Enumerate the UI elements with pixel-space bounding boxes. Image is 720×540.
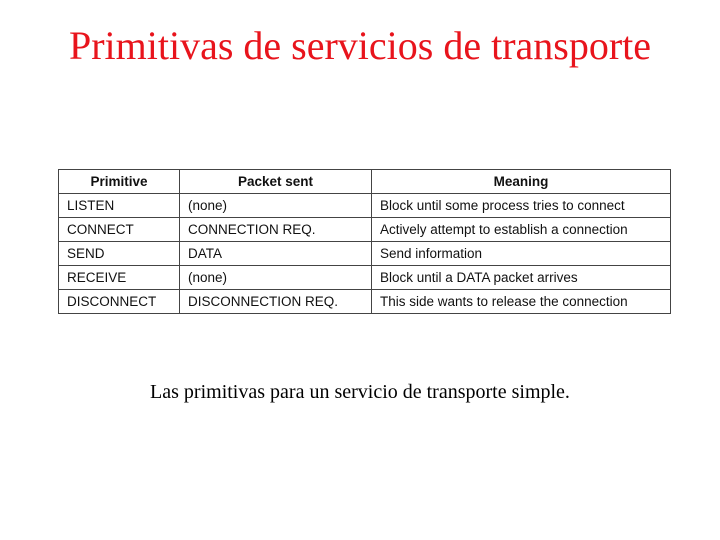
cell-packet-sent: DISCONNECTION REQ.	[180, 290, 372, 314]
cell-packet-sent: (none)	[180, 194, 372, 218]
cell-primitive: RECEIVE	[59, 266, 180, 290]
cell-primitive: CONNECT	[59, 218, 180, 242]
cell-meaning: Send information	[372, 242, 671, 266]
cell-meaning: This side wants to release the connection	[372, 290, 671, 314]
cell-meaning: Actively attempt to establish a connection	[372, 218, 671, 242]
cell-packet-sent: CONNECTION REQ.	[180, 218, 372, 242]
header-meaning: Meaning	[372, 170, 671, 194]
cell-primitive: SEND	[59, 242, 180, 266]
cell-packet-sent: DATA	[180, 242, 372, 266]
table-row	[59, 242, 671, 266]
cell-primitive: LISTEN	[59, 194, 180, 218]
table-row	[59, 194, 671, 218]
table-row	[59, 218, 671, 242]
slide-title: Primitivas de servicios de transporte	[68, 23, 652, 68]
table-header-row	[59, 170, 671, 194]
cell-packet-sent: (none)	[180, 266, 372, 290]
table-row	[59, 290, 671, 314]
primitives-table	[58, 169, 671, 314]
primitives-table-container	[58, 169, 670, 313]
table-row	[59, 266, 671, 290]
header-primitive: Primitive	[59, 170, 180, 194]
header-packet-sent: Packet sent	[180, 170, 372, 194]
cell-meaning: Block until a DATA packet arrives	[372, 266, 671, 290]
slide-caption: Las primitivas para un servicio de transporte simple.	[150, 381, 570, 403]
cell-primitive: DISCONNECT	[59, 290, 180, 314]
cell-meaning: Block until some process tries to connect	[372, 194, 671, 218]
